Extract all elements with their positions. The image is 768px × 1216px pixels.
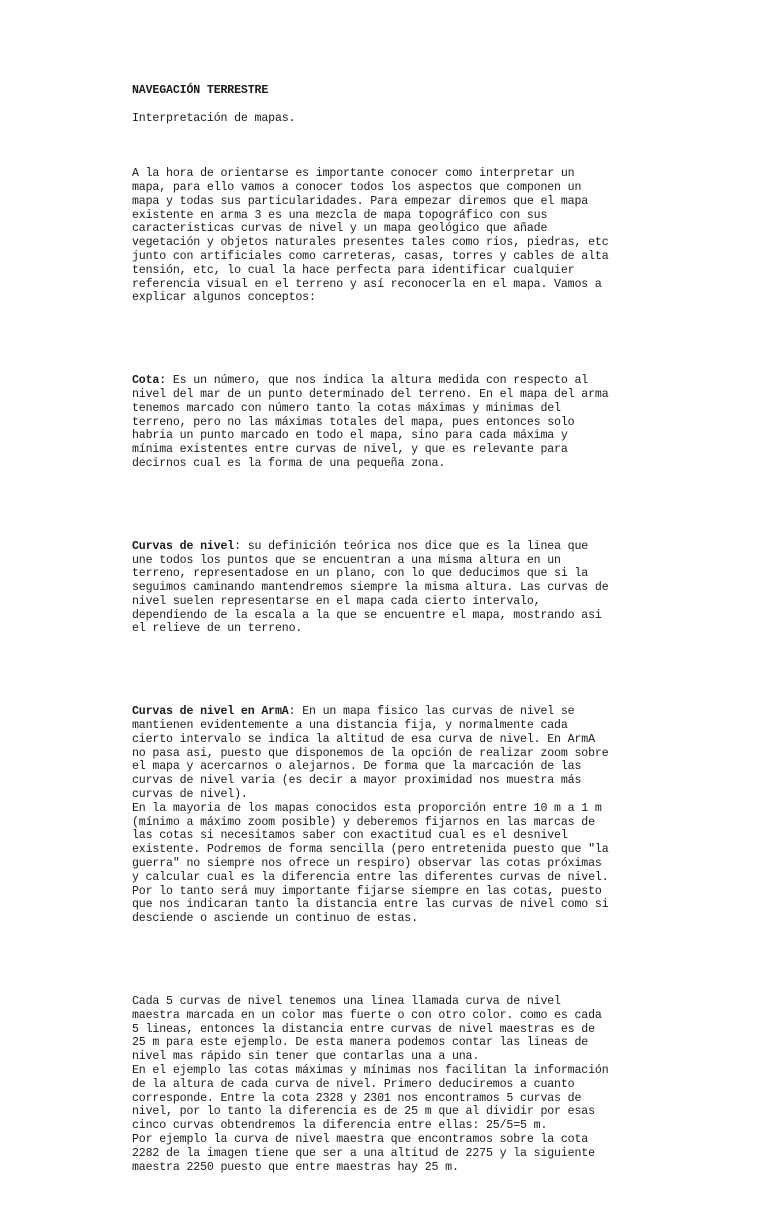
text-line: guerra" no siempre nos ofrece un respiro) observar las cotas próximas [132, 857, 602, 871]
text-line: el mapa y acercarnos o alejarnos. De forma que la marcación de las [132, 760, 582, 774]
document-page [132, 84, 632, 1216]
text-line: habria un punto marcado en todo el mapa, sino para cada máxima y [132, 429, 568, 443]
curvas-paragraph [132, 512, 632, 664]
text-line: vegetación y objetos naturales presentes tales como rios, piedras, etc [132, 236, 609, 250]
cota-paragraph [132, 347, 632, 499]
term-cota: Cota: [132, 374, 167, 388]
text-line: dependiendo de la escala a la que se encuentre el mapa, mostrando asi [132, 608, 602, 622]
text-line: maestra marcada en un color mas fuerte o con otro color. como es cada [132, 1008, 602, 1022]
text-line: (mínimo a máximo zoom posible) y deberemos fijarnos en las marcas de [132, 815, 595, 829]
text-line: Por lo tanto será muy importante fijarse siempre en las cotas, puesto [132, 884, 602, 898]
text-line: curvas de nivel varia (es decir a mayor proximidad nos muestra más [132, 774, 582, 788]
text-line [132, 540, 632, 554]
text-line: En la mayoria de los mapas conocidos esta proporción entre 10 m a 1 m [132, 801, 602, 815]
text-line: mínima existentes entre curvas de nivel, y que es relevante para [132, 443, 568, 457]
text-line: tensión, etc, lo cual la hace perfecta para identificar cualquier [132, 263, 575, 277]
text-line: mantienen evidentemente a una distancia fija, y normalmente cada [132, 719, 568, 733]
text-run: Es un número, que nos indica la altura medida con respecto al [166, 374, 589, 388]
term-curvas-de-nivel: Curvas de nivel [132, 539, 235, 553]
text-line: caracteristicas curvas de nivel y un mapa geológico que añade [132, 222, 548, 236]
text-line: explicar algunos conceptos: [132, 291, 316, 305]
text-line: 5 lineas, entonces la distancia entre curvas de nivel maestras es de [132, 1022, 595, 1036]
text-line [132, 374, 632, 388]
text-run: : En un mapa fisico las curvas de nivel se [288, 705, 575, 719]
text-line: mapa, para ello vamos a conocer todos los aspectos que componen un [132, 180, 582, 194]
text-line: junto con artificiales como carreteras, casas, torres y cables de alta [132, 249, 609, 263]
page-title: NAVEGACIÓN TERRESTRE [132, 84, 269, 97]
arma-paragraph [132, 678, 632, 954]
text-line: nivel mas rápido sin tener que contarlas una a una. [132, 1050, 480, 1064]
text-line: nivel, por lo tanto la diferencia es de 25 m que al dividir por esas [132, 1105, 595, 1119]
text-line: cierto intervalo se indica la altitud de esa curva de nivel. En ArmA [132, 732, 595, 746]
text-line: referencia visual en el terreno y así reconocerla en el mapa. Vamos a [132, 277, 602, 291]
text-line: curvas de nivel). [132, 788, 248, 802]
text-line: que nos indicaran tanto la distancia entre las curvas de nivel como si [132, 898, 609, 912]
text-line: existente. Podremos de forma sencilla (pero entretenida puesto que "la [132, 843, 609, 857]
text-line: seguimos caminando mantendremos siempre la misma altura. Las curvas de [132, 581, 609, 595]
text-line: de la altura de cada curva de nivel. Primero deduciremos a cuanto [132, 1077, 575, 1091]
text-line: y calcular cual es la diferencia entre las diferentes curvas de nivel. [132, 870, 609, 884]
text-line: Cada 5 curvas de nivel tenemos una linea llamada curva de nivel [132, 995, 561, 1008]
text-line: cinco curvas obtendremos la diferencia entre ellas: 25/5=5 m. [132, 1119, 548, 1133]
text-line [132, 705, 632, 719]
text-run: : su definición teórica nos dice que es la linea que [234, 539, 589, 553]
page-subtitle: Interpretación de mapas. [132, 111, 296, 125]
text-line: desciende o asciende un continuo de estas. [132, 912, 418, 926]
maestra-paragraph [132, 967, 632, 1202]
text-line: En el ejemplo las cotas máximas y mínimas nos facilitan la información [132, 1063, 609, 1077]
text-line: 25 m para este ejemplo. De esta manera podemos contar las lineas de [132, 1036, 589, 1050]
text-line: no pasa asi, puesto que disponemos de la opción de realizar zoom sobre [132, 746, 609, 760]
text-line: el relieve de un terreno. [132, 622, 303, 636]
text-line: Por ejemplo la curva de nivel maestra que encontramos sobre la cota [132, 1132, 589, 1146]
text-line: terreno, pero no las máximas totales del mapa, pues entonces solo [132, 415, 575, 429]
text-line: existente en arma 3 es una mezcla de mapa topográfico con sus [132, 208, 548, 222]
text-line: nivel suelen representarse en el mapa cada cierto intervalo, [132, 594, 541, 608]
intro-paragraph [132, 140, 632, 333]
text-line: decirnos cual es la forma de una pequeña zona. [132, 456, 446, 470]
term-curvas-arma: Curvas de nivel en ArmA [132, 705, 289, 719]
text-line: corresponde. Entre la cota 2328 y 2301 nos encontramos 5 curvas de [132, 1091, 582, 1105]
text-line: nivel del mar de un punto determinado del terreno. En el mapa del arma [132, 387, 609, 401]
text-line: 2282 de la imagen tiene que ser a una altitud de 2275 y la siguiente [132, 1146, 595, 1160]
text-line: terreno, representadose en un plano, con lo que deducimos que si la [132, 567, 589, 581]
text-line: las cotas si necesitamos saber con exactitud cual es el desnivel [132, 829, 568, 843]
text-line: tenemos marcado con número tanto la cotas máximas y minimas del [132, 401, 561, 415]
text-line: mapa y todas sus particularidades. Para empezar diremos que el mapa [132, 194, 589, 208]
text-line: maestra 2250 puesto que entre maestras hay 25 m. [132, 1160, 459, 1174]
text-line: une todos los puntos que se encuentran a una misma altura en un [132, 553, 561, 567]
text-line: A la hora de orientarse es importante conocer como interpretar un [132, 167, 575, 181]
